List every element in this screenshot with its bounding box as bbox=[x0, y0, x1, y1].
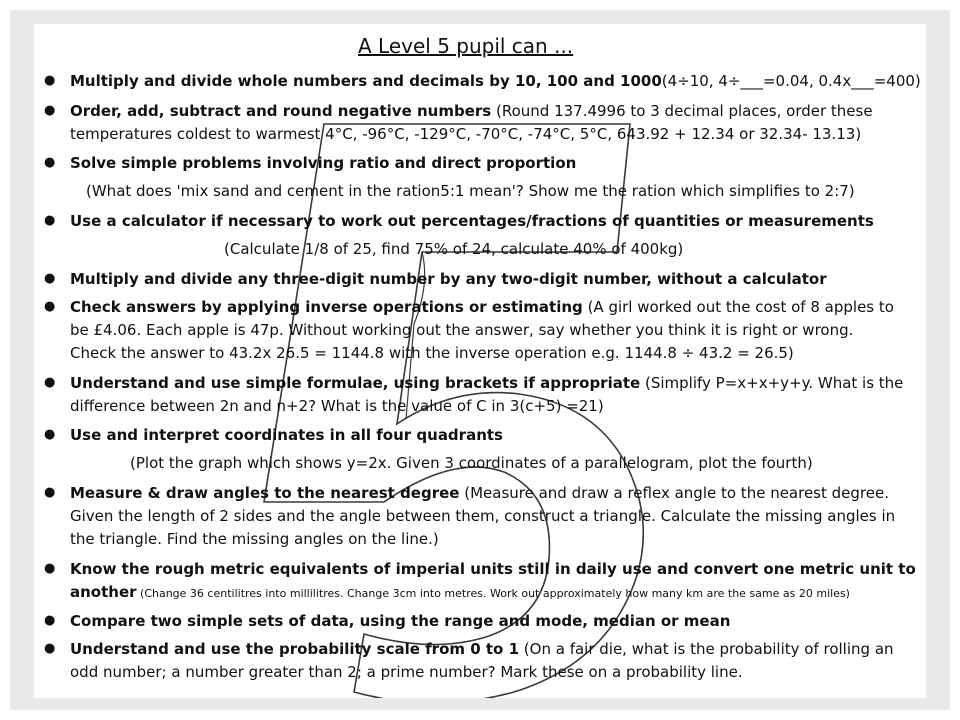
item-example-line2: difference between 2n and n+2? What is the value of C in 3(c+5) =21) bbox=[70, 397, 604, 415]
item-heading: Know the rough metric equivalents of imperial units still in daily use and convert one metric unit to bbox=[70, 560, 916, 578]
item-example-line2: temperatures coldest to warmest 4°C, -96°C, -129°C, -70°C, -74°C, 5°C, 643.92 + 12.34 or 32.34- 13.13) bbox=[70, 125, 862, 143]
item-example-line2: odd number; a number greater than 2; a prime number? Mark these on a probability line. bbox=[70, 663, 743, 681]
bullet-icon: ● bbox=[44, 613, 56, 628]
bullet-icon: ● bbox=[44, 485, 56, 500]
item-example: (Change 36 centilitres into millilitres. Change 3cm into metres. Work out approximately how many km are the same as 20 miles) bbox=[136, 587, 850, 600]
item-heading-line2: another bbox=[70, 583, 137, 601]
item-example: (4÷10, 4÷___=0.04, 0.4x___=400) bbox=[661, 72, 921, 90]
item-heading: Use a calculator if necessary to work out percentages/fractions of quantities or measurements bbox=[70, 212, 874, 230]
item-heading: Measure & draw angles to the nearest degree bbox=[70, 484, 460, 502]
item-example: (Plot the graph which shows y=2x. Given 3 coordinates of a parallelogram, plot the fourth) bbox=[130, 454, 813, 472]
item-example: (Simplify P=x+x+y+y. What is the bbox=[640, 374, 904, 392]
item-heading: Multiply and divide whole numbers and decimals by 10, 100 and 1000 bbox=[70, 72, 662, 90]
criteria-list bbox=[34, 24, 926, 698]
item-example: (Measure and draw a reflex angle to the nearest degree. bbox=[459, 484, 889, 502]
bullet-icon: ● bbox=[44, 213, 56, 228]
slide-frame bbox=[10, 10, 950, 710]
page-title: A Level 5 pupil can ... bbox=[358, 34, 574, 58]
item-example: (What does 'mix sand and cement in the ration5:1 mean'? Show me the ration which simplifies to 2:7) bbox=[86, 182, 855, 200]
item-example-line2: Given the length of 2 sides and the angle between them, construct a triangle. Calculate the missing angles in bbox=[70, 507, 896, 525]
item-heading: Check answers by applying inverse operations or estimating bbox=[70, 298, 583, 316]
bullet-icon: ● bbox=[44, 73, 56, 88]
item-example: (A girl worked out the cost of 8 apples to bbox=[582, 298, 894, 316]
bullet-icon: ● bbox=[44, 375, 56, 390]
document-sheet bbox=[34, 24, 926, 698]
item-example-line3: Check the answer to 43.2x 26.5 = 1144.8 with the inverse operation e.g. 1144.8 ÷ 43.2 = 26.5) bbox=[70, 344, 794, 362]
item-heading: Order, add, subtract and round negative numbers bbox=[70, 102, 492, 120]
bullet-icon: ● bbox=[44, 641, 56, 656]
item-heading: Use and interpret coordinates in all four quadrants bbox=[70, 426, 503, 444]
bullet-icon: ● bbox=[44, 299, 56, 314]
item-example-line3: the triangle. Find the missing angles on the line.) bbox=[70, 530, 439, 548]
item-example: (Round 137.4996 to 3 decimal places, order these bbox=[491, 102, 873, 120]
item-example: (On a fair die, what is the probability of rolling an bbox=[519, 640, 894, 658]
item-heading: Understand and use the probability scale from 0 to 1 bbox=[70, 640, 520, 658]
item-example-line2: be £4.06. Each apple is 47p. Without working out the answer, say whether you think it is right or wrong. bbox=[70, 321, 854, 339]
item-heading: Compare two simple sets of data, using the range and mode, median or mean bbox=[70, 612, 731, 630]
bullet-icon: ● bbox=[44, 103, 56, 118]
item-example: (Calculate 1/8 of 25, find 75% of 24, calculate 40% of 400kg) bbox=[224, 240, 684, 258]
bullet-icon: ● bbox=[44, 561, 56, 576]
bullet-icon: ● bbox=[44, 155, 56, 170]
item-heading: Solve simple problems involving ratio and direct proportion bbox=[70, 154, 577, 172]
item-heading: Multiply and divide any three-digit number by any two-digit number, without a calculator bbox=[70, 270, 827, 288]
bullet-icon: ● bbox=[44, 427, 56, 442]
bullet-icon: ● bbox=[44, 271, 56, 286]
item-heading: Understand and use simple formulae, using brackets if appropriate bbox=[70, 374, 641, 392]
